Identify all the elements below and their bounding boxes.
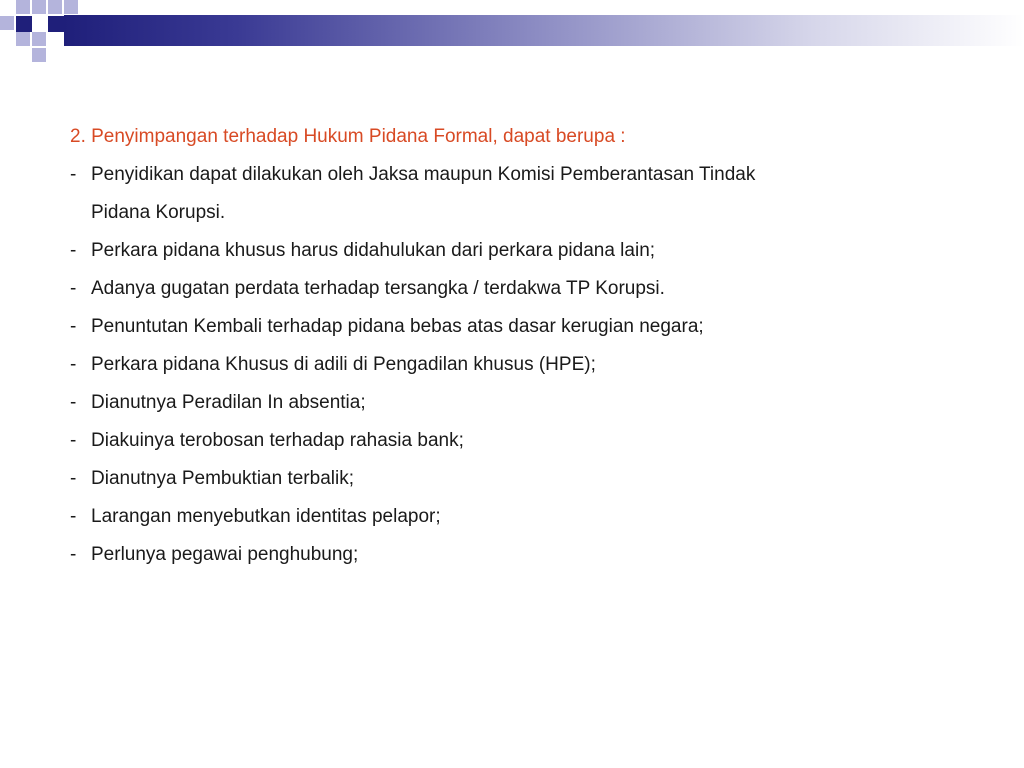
list-item-text: Diakuinya terobosan terhadap rahasia bank; <box>91 430 464 451</box>
bullet-dash: - <box>70 164 77 185</box>
bullet-dash: - <box>70 544 77 565</box>
list-item-text: Penuntutan Kembali terhadap pidana bebas atas dasar kerugian negara; <box>91 316 704 337</box>
list-item-text: Perlunya pegawai penghubung; <box>91 544 359 565</box>
deco-square <box>16 0 30 14</box>
list-item-text: Larangan menyebutkan identitas pelapor; <box>91 506 441 527</box>
deco-square <box>32 32 46 46</box>
deco-square <box>16 16 32 32</box>
list-item-text: Perkara pidana khusus harus didahulukan dari perkara pidana lain; <box>91 240 656 261</box>
deco-square <box>16 32 30 46</box>
list-item <box>70 346 970 384</box>
list-item-text: Penyidikan dapat dilakukan oleh Jaksa maupun Komisi Pemberantasan Tindak <box>91 164 756 185</box>
list-item <box>70 270 970 308</box>
list-item-text: Dianutnya Peradilan In absentia; <box>91 392 366 413</box>
list-item-continuation: Pidana Korupsi. <box>91 202 226 223</box>
list-item <box>70 460 970 498</box>
bullet-dash: - <box>70 354 77 375</box>
slide-content <box>70 118 970 574</box>
list-item <box>70 536 970 574</box>
list-item <box>70 156 970 194</box>
list-item <box>70 384 970 422</box>
list-item <box>70 498 970 536</box>
deco-square <box>64 0 78 14</box>
deco-square <box>0 16 14 30</box>
bullet-dash: - <box>70 278 77 299</box>
slide-heading: 2. Penyimpangan terhadap Hukum Pidana Formal, dapat berupa : <box>70 126 626 147</box>
header-gradient-bar <box>64 15 1024 46</box>
list-item-text: Perkara pidana Khusus di adili di Pengadilan khusus (HPE); <box>91 354 596 375</box>
list-item-text: Adanya gugatan perdata terhadap tersangka / terdakwa TP Korupsi. <box>91 278 665 299</box>
list-item <box>70 232 970 270</box>
bullet-dash: - <box>70 240 77 261</box>
bullet-dash: - <box>70 468 77 489</box>
bullet-dash: - <box>70 392 77 413</box>
deco-square <box>0 0 16 16</box>
list-item <box>70 422 970 460</box>
deco-square <box>48 0 62 14</box>
list-item <box>70 308 970 346</box>
deco-square <box>32 0 46 14</box>
deco-square <box>48 16 64 32</box>
deco-square <box>32 48 46 62</box>
list-item-text: Dianutnya Pembuktian terbalik; <box>91 468 354 489</box>
bullet-dash: - <box>70 430 77 451</box>
bullet-dash: - <box>70 506 77 527</box>
bullet-dash: - <box>70 316 77 337</box>
